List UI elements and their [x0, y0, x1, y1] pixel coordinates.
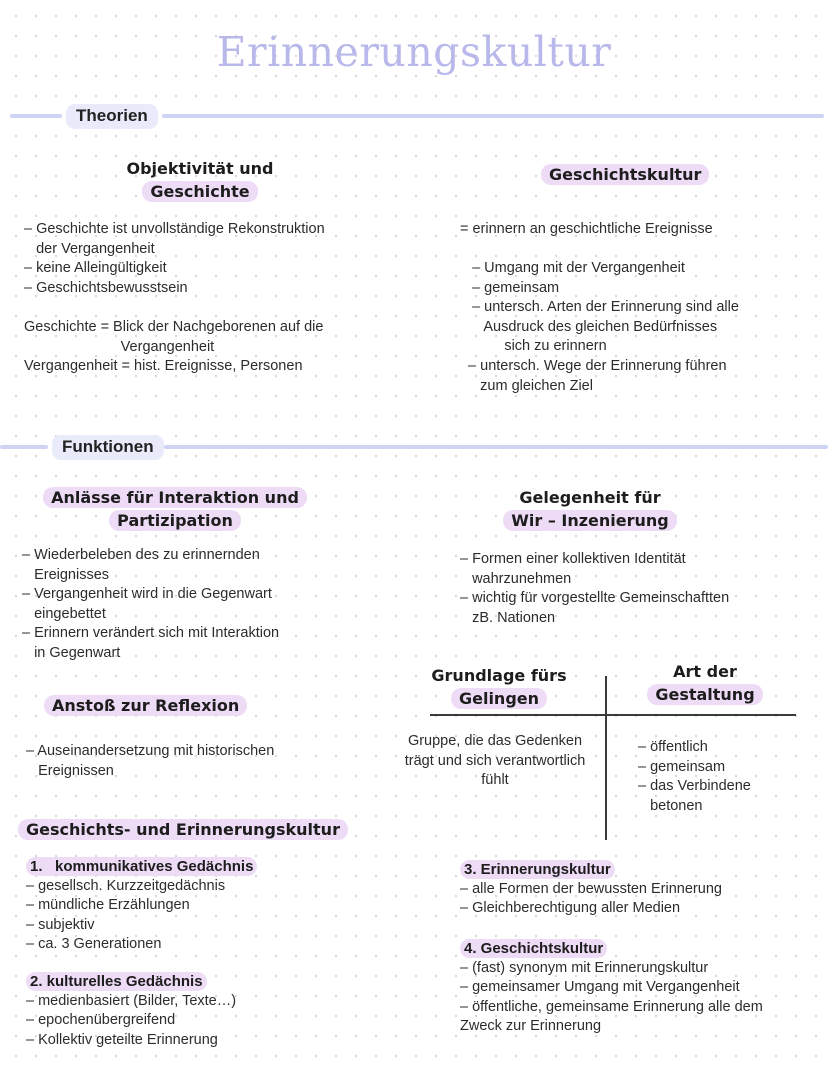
section-label-funktionen: Funktionen	[52, 435, 164, 460]
section-divider-left	[10, 114, 62, 118]
section-divider-right	[164, 445, 828, 449]
item1-title: 1. kommunikatives Gedächnis	[26, 857, 257, 876]
section-divider-right	[162, 114, 824, 118]
table-cell-grundlage: Gruppe, die das Gedenken trägt und sich verantwortlich fühlt	[404, 733, 586, 789]
heading-geschichtskultur: Geschichtskultur	[541, 163, 709, 186]
item1-bullets: – gesellsch. Kurzzeitgedächnis – mündliche Erzählungen – subjektiv – ca. 3 Generationen	[26, 877, 226, 953]
geschichtskultur-bullets: – Umgang mit der Vergangenheit – gemeinsam – untersch. Arten der Erinnerung sind alle Ausdruck des gleichen Bedürfnisses sich zu erinnern – untersch. Wege der Erinnerung führen zum gleichen Ziel	[468, 260, 739, 394]
item2-title: 2. kulturelles Gedächnis	[26, 972, 207, 991]
section-divider-left	[0, 445, 48, 449]
page-title: Erinnerungskultur	[216, 28, 612, 76]
geschichte-definitions: Geschichte = Blick der Nachgeborenen auf die Vergangenheit Vergangenheit = hist. Ereignisse, Personen	[24, 319, 324, 375]
table-cell-gestaltung: – öffentlich – gemeinsam – das Verbindene betonen	[638, 739, 751, 814]
table-header-art: Art der Gestaltung	[640, 660, 770, 706]
heading-anlaesse: Anlässe für Interaktion und Partizipation	[40, 486, 310, 532]
list-item-erinnerungskultur	[460, 860, 722, 919]
table-header-grundlage: Grundlage fürs Gelingen	[431, 666, 567, 708]
item4-title: 4. Geschichtskultur	[460, 939, 607, 958]
item2-bullets: – medienbasiert (Bilder, Texte…) – epochenübergreifend – Kollektiv geteilte Erinnerung	[26, 992, 237, 1048]
anstoss-bullets: – Auseinandersetzung mit historischen Ereignissen	[26, 743, 275, 779]
table-vertical-rule	[605, 676, 607, 840]
list-item-kulturelles-gedaechnis	[26, 972, 236, 1050]
heading-geschichts-erinnerungskultur: Geschichts- und Erinnerungskultur	[18, 818, 348, 841]
list-item-kommunikatives-gedaechnis	[26, 857, 257, 955]
item4-bullets: – (fast) synonym mit Erinnerungskultur – gemeinsamer Umgang mit Vergangenheit – öffentliche, gemeinsame Erinnerung alle dem Zweck zur Erinnerung	[460, 959, 763, 1035]
heading-gelegenheit: Gelegenheit für Wir – Inzenierung	[480, 486, 700, 532]
anlaesse-bullets: – Wiederbeleben des zu erinnernden Ereignisses – Vergangenheit wird in die Gegenwart eingebettet – Erinnern verändert sich mit Interaktion in Gegenwart	[22, 547, 280, 661]
heading-anstoss: Anstoß zur Reflexion	[44, 694, 247, 717]
item3-title: 3. Erinnerungskultur	[460, 860, 615, 879]
item3-bullets: – alle Formen der bewussten Erinnerung – Gleichberechtigung aller Medien	[460, 880, 722, 917]
geschichtskultur-definition: = erinnern an geschichtliche Ereignisse	[460, 221, 713, 237]
list-item-geschichtskultur	[460, 939, 763, 1037]
gelegenheit-bullets: – Formen einer kollektiven Identität wahrzunehmen – wichtig für vorgestellte Gemeinschaftten zB. Nationen	[460, 551, 730, 626]
objektivitaet-bullets: – Geschichte ist unvollständige Rekonstruktion der Vergangenheit – keine Alleingültigkeit – Geschichtsbewusstsein	[24, 221, 325, 296]
section-label-theorien: Theorien	[66, 104, 158, 129]
table-horizontal-rule	[430, 714, 796, 716]
heading-objektivitaet: Objektivität und Geschichte	[126, 159, 274, 201]
